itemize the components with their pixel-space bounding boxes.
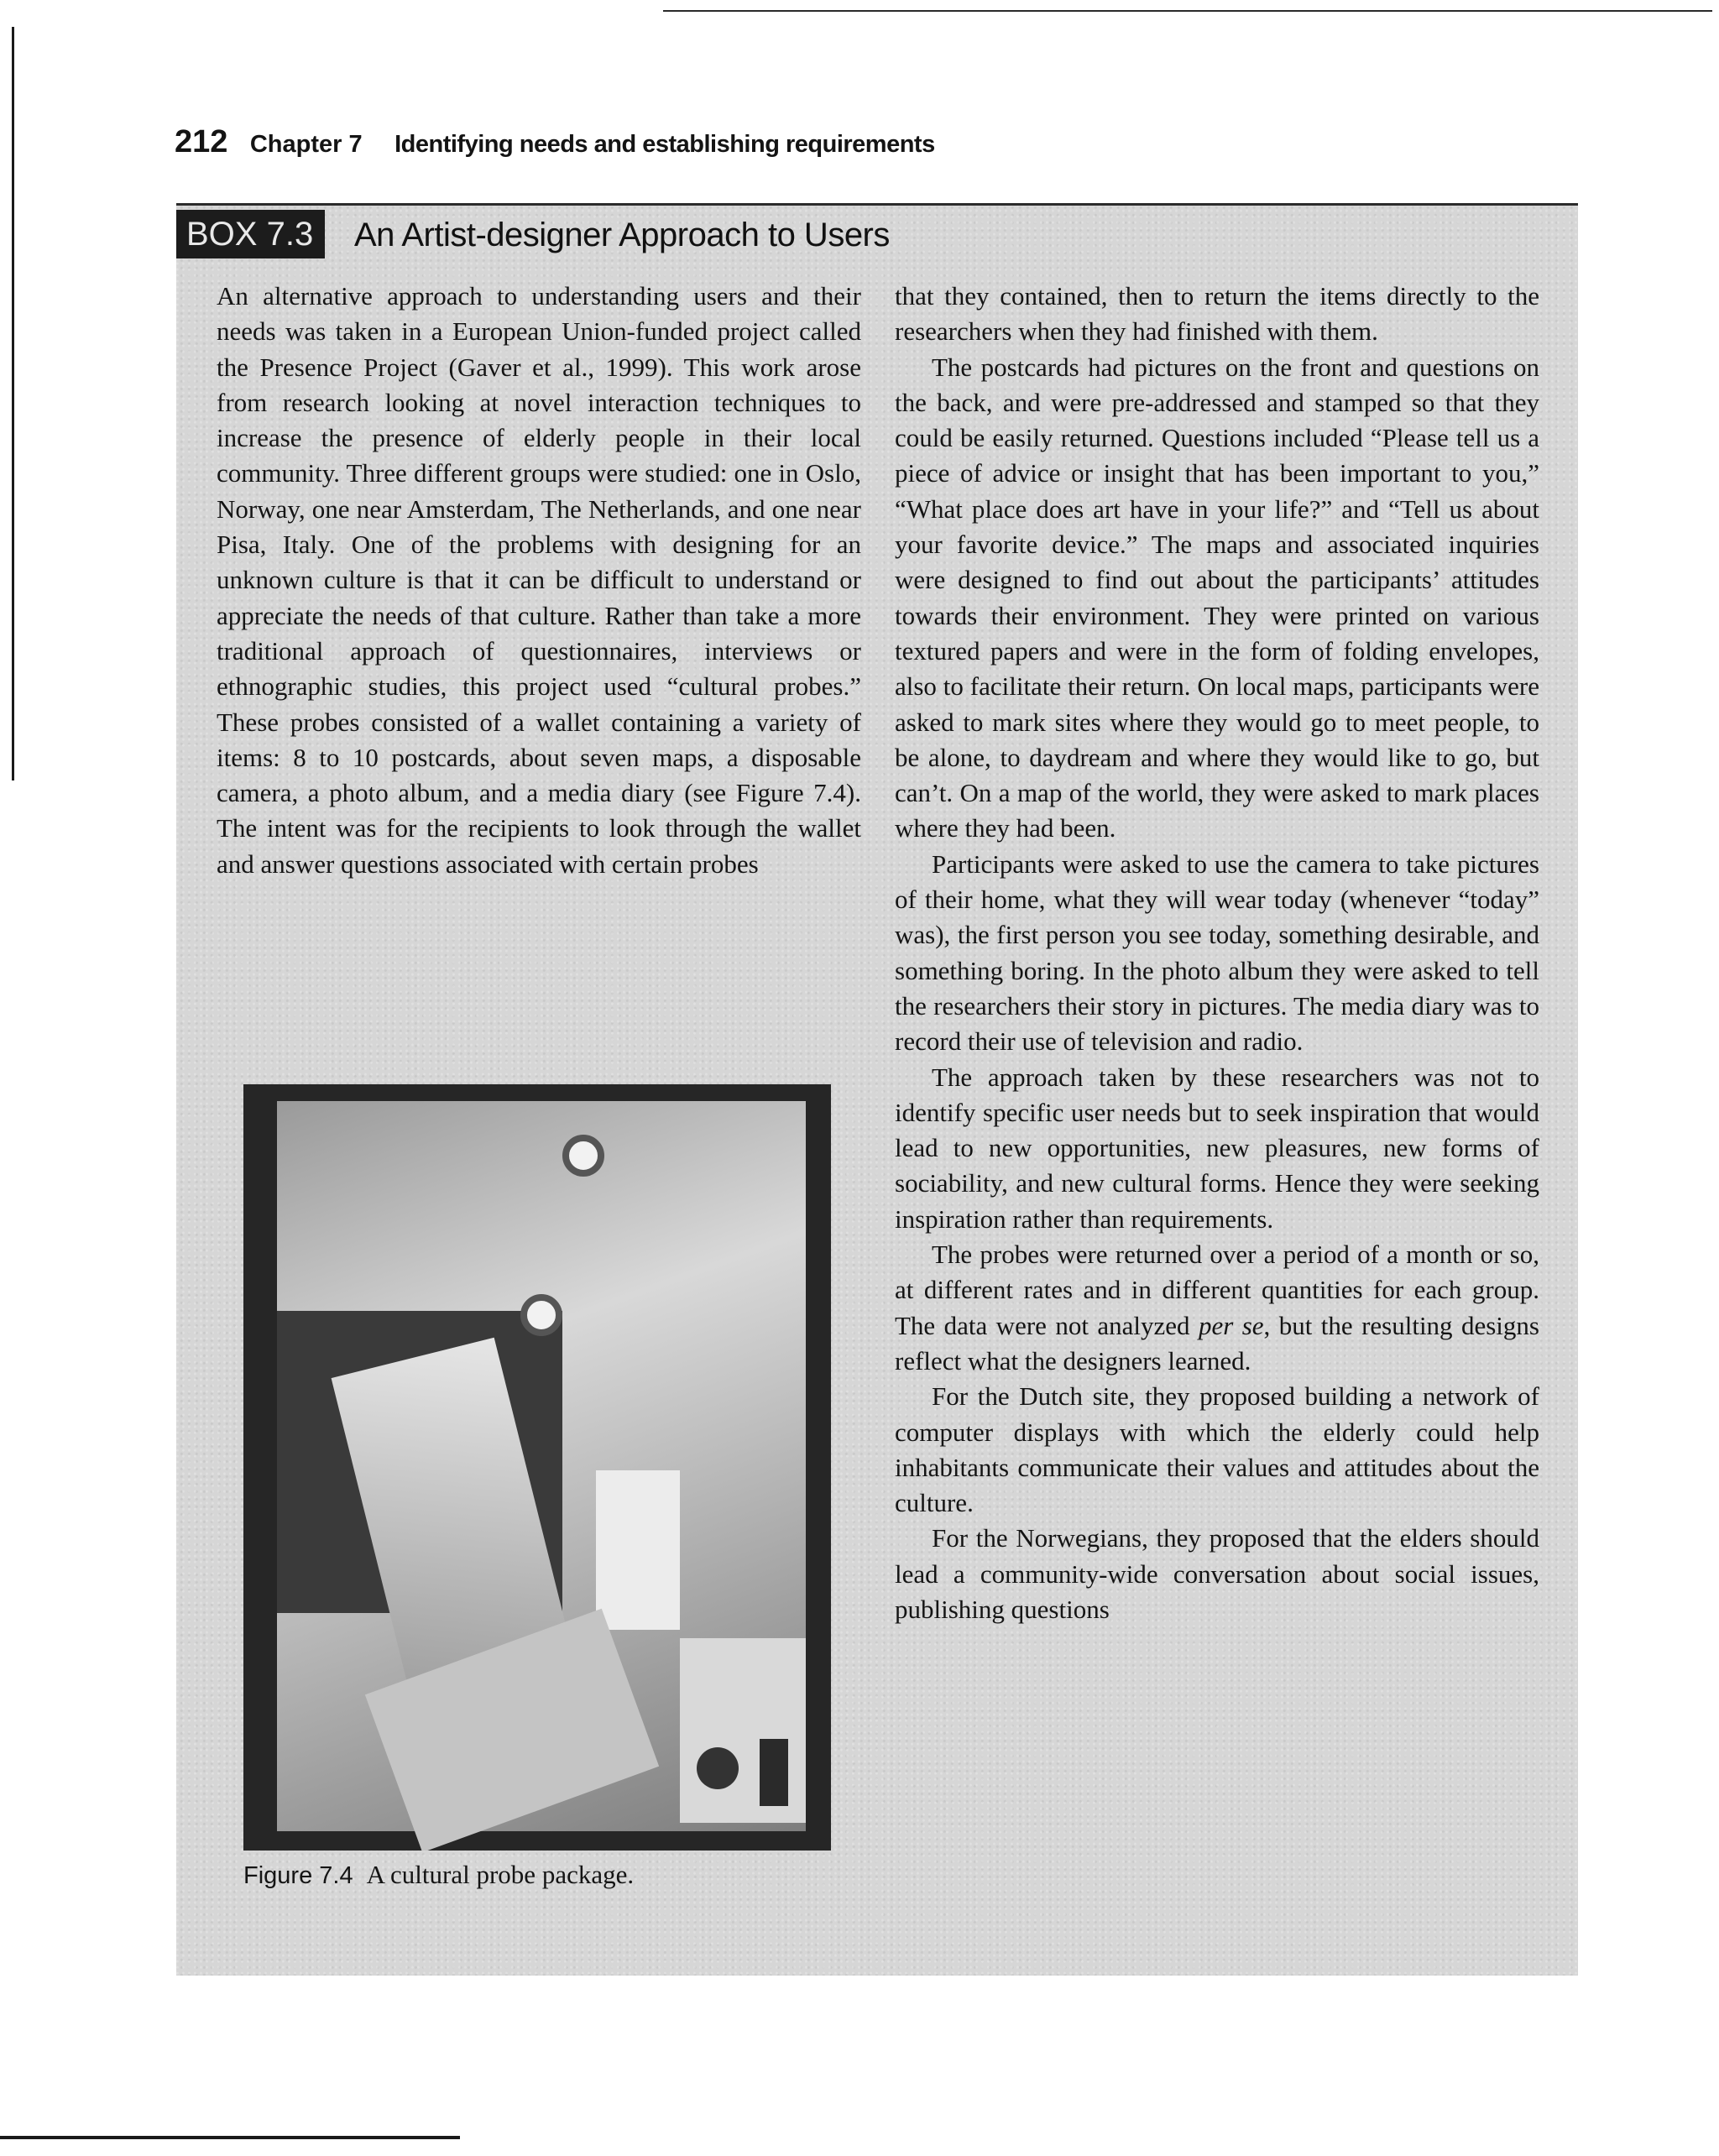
disposable-camera-image [680, 1638, 806, 1823]
figure-caption [243, 1858, 634, 1892]
left-column [217, 279, 861, 882]
right-paragraph-5: The probes were returned over a period of a month or so, at different rates and in different quantities for each group. The data were not analyzed per se, but the resulting designs reflect what the designers learned. [895, 1240, 1539, 1376]
box-label: BOX 7.3 [176, 210, 325, 258]
right-paragraph-2: The postcards had pictures on the front and questions on the back, and were pre-addressed and stamped so that they could be easily returned. Questions included “Please tell us a piece of advice or insight that has been important to you,” “What place does art have in your life?” and “Tell us about your favorite device.” The maps and associated inquiries were designed to find out about the participants’ attitudes towards their environment. They were printed on various textured papers and were in the form of folding envelopes, also to facilitate their return. On local maps, participants were asked to mark sites where they would go to meet people, to be alone, to daydream and where they would like to go, but can’t. On a map of the world, they were asked to mark places where they had been. [895, 352, 1539, 843]
right-paragraph-6: For the Dutch site, they proposed building a network of computer displays with which the elderly could help inhabitants communicate their values and attitudes about the culture. [895, 1381, 1539, 1518]
figure-caption-text: A cultural probe package. [366, 1860, 635, 1889]
probe-wallet-image [277, 1101, 806, 1831]
right-paragraph-3: Participants were asked to use the camera to take pictures of their home, what they will wear today (whenever “today” was), the first person you see today, something desirable, and something boring. In the photo album they were asked to tell the researchers their story in pictures. The media diary was to record their use of television and radio. [895, 848, 1539, 1057]
card-image [596, 1470, 680, 1630]
box-top-rule [176, 203, 1578, 206]
right-paragraph-1: that they contained, then to return the items directly to the researchers when they had finished with them. [895, 281, 1539, 347]
right-paragraph-4: The approach taken by these researchers was not to identify specific user needs but to seek inspiration that would lead to new opportunities, new pleasures, new forms of sociability, and new cultural forms. Hence they were seeking inspiration rather than requirements. [895, 1062, 1539, 1234]
italic-per-se: per se [1198, 1310, 1264, 1340]
right-paragraph-7: For the Norwegians, they proposed that the elders should lead a community-wide conversation about social issues, publishing questions [895, 1523, 1539, 1624]
page-number: 212 [175, 124, 228, 159]
scan-left-edge [12, 27, 14, 780]
chapter-title: Identifying needs and establishing requirements [394, 131, 935, 158]
camera-lens-icon [697, 1747, 739, 1789]
chapter-label: Chapter 7 [249, 131, 363, 158]
figure-photo [243, 1084, 831, 1851]
running-header [175, 124, 935, 160]
fastener-icon [520, 1294, 562, 1336]
box-title: An Artist-designer Approach to Users [354, 217, 890, 253]
scan-bottom-rule [0, 2136, 460, 2139]
fastener-icon [562, 1135, 604, 1177]
right-column [895, 279, 1539, 1627]
left-paragraph-1: An alternative approach to understanding users and their needs was taken in a European Union-funded project called the Presence Project (Gaver et al., 1999). This work arose from research looking at novel interaction techniques to increase the presence of elderly people in their local community. Three different groups were studied: one in Oslo, Norway, one near Amsterdam, The Netherlands, and one near Pisa, Italy. One of the problems with designing for an unknown culture is that it can be difficult to understand or appreciate the needs of that culture. Rather than take a more traditional approach of questionnaires, interviews or ethnographic studies, this project used “cultural probes.” These probes consisted of a wallet containing a variety of items: 8 to 10 postcards, about seven maps, a disposable camera, a photo album, and a media diary (see Figure 7.4). The intent was for the recipients to look through the wallet and answer questions associated with certain probes [217, 281, 861, 879]
sidebar-box [176, 203, 1578, 1976]
figure-label: Figure 7.4 [243, 1862, 353, 1889]
scan-top-rule [663, 10, 1712, 12]
